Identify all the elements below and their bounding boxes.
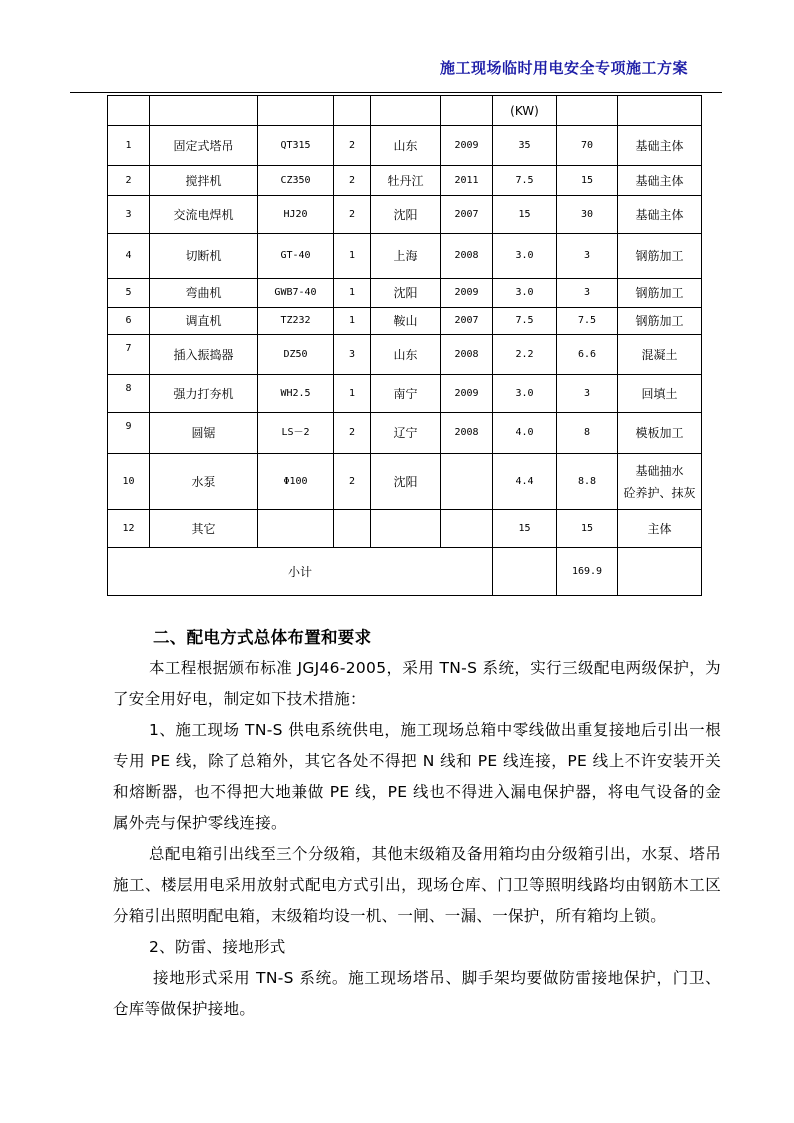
rated-power: 15 [493, 196, 557, 234]
equipment-name: 弯曲机 [150, 279, 258, 308]
manufacture-year: 2008 [441, 234, 493, 279]
equipment-name: 交流电焊机 [150, 196, 258, 234]
total-power: 8 [557, 413, 618, 454]
equipment-model: CZ350 [258, 166, 334, 196]
row-number: 1 [108, 126, 150, 166]
table-row [108, 126, 702, 166]
equipment-quantity: 1 [334, 308, 371, 335]
equipment-use: 主体 [618, 510, 702, 548]
paragraph-2: 1、施工现场 TN-S 供电系统供电，施工现场总箱中零线做出重复接地后引出一根专用 PE 线，除了总箱外，其它各处不得把 N 线和 PE 线连接，PE 线上不许安装开关和熔断器，也不得把大地兼做 PE 线，PE 线也不得进入漏电保护器，将电气设备的金属外壳与保护零线连接。 [113, 721, 721, 832]
manufacture-year: 2007 [441, 196, 493, 234]
equipment-name: 其它 [150, 510, 258, 548]
equipment-name: 固定式塔吊 [150, 126, 258, 166]
equipment-use-line1: 基础抽水 [635, 463, 684, 478]
equipment-origin: 辽宁 [371, 413, 441, 454]
rated-power: 7.5 [493, 308, 557, 335]
equipment-quantity: 2 [334, 196, 371, 234]
paragraph-1: 本工程根据颁布标准 JGJ46-2005，采用 TN-S 系统，实行三级配电两级保护，为了安全用好电，制定如下技术措施： [113, 659, 721, 708]
equipment-use [618, 454, 702, 510]
subtotal-row [108, 548, 702, 596]
equipment-name: 切断机 [150, 234, 258, 279]
equipment-origin: 牡丹江 [371, 166, 441, 196]
empty-cell [493, 548, 557, 596]
section-title: 二、配电方式总体布置和要求 [153, 628, 372, 647]
equipment-origin: 沈阳 [371, 279, 441, 308]
total-power: 30 [557, 196, 618, 234]
rated-power: 3.0 [493, 375, 557, 413]
equipment-quantity: 2 [334, 166, 371, 196]
equipment-origin: 山东 [371, 335, 441, 375]
document-header-title: 施工现场临时用电安全专项施工方案 [440, 59, 689, 77]
equipment-model: TZ232 [258, 308, 334, 335]
rated-power: 7.5 [493, 166, 557, 196]
equipment-name: 搅拌机 [150, 166, 258, 196]
equipment-quantity: 1 [334, 234, 371, 279]
manufacture-year: 2008 [441, 413, 493, 454]
subtotal-label: 小计 [108, 548, 493, 596]
row-number: 7 [108, 335, 150, 375]
equipment-origin: 鞍山 [371, 308, 441, 335]
row-number: 2 [108, 166, 150, 196]
equipment-use: 钢筋加工 [618, 279, 702, 308]
table-header-row [108, 96, 702, 126]
equipment-table [107, 95, 702, 596]
equipment-name: 插入振捣器 [150, 335, 258, 375]
rated-power: 3.0 [493, 279, 557, 308]
row-number: 5 [108, 279, 150, 308]
row-number: 10 [108, 454, 150, 510]
equipment-use: 基础主体 [618, 126, 702, 166]
body-text [113, 622, 721, 1025]
row-number: 6 [108, 308, 150, 335]
total-power: 3 [557, 234, 618, 279]
equipment-quantity [334, 510, 371, 548]
equipment-use: 回填土 [618, 375, 702, 413]
row-number: 8 [108, 375, 150, 413]
equipment-quantity: 2 [334, 413, 371, 454]
equipment-quantity: 2 [334, 454, 371, 510]
equipment-model: WH2.5 [258, 375, 334, 413]
paragraph-4: 2、防雷、接地形式 [149, 938, 286, 956]
row-number: 9 [108, 413, 150, 454]
equipment-model: GWB7-40 [258, 279, 334, 308]
rated-power: 15 [493, 510, 557, 548]
row-number: 4 [108, 234, 150, 279]
total-power: 3 [557, 279, 618, 308]
subtotal-value: 169.9 [557, 548, 618, 596]
table-row [108, 166, 702, 196]
rated-power: 2.2 [493, 335, 557, 375]
equipment-quantity: 1 [334, 375, 371, 413]
table-row [108, 375, 702, 413]
manufacture-year: 2008 [441, 335, 493, 375]
manufacture-year: 2007 [441, 308, 493, 335]
paragraph-3: 总配电箱引出线至三个分级箱，其他末级箱及备用箱均由分级箱引出，水泵、塔吊施工、楼层用电采用放射式配电方式引出，现场仓库、门卫等照明线路均由钢筋木工区分箱引出照明配电箱，末级箱均设一机、一闸、一漏、一保护，所有箱均上锁。 [113, 845, 721, 925]
total-power: 3 [557, 375, 618, 413]
equipment-model: Φ100 [258, 454, 334, 510]
manufacture-year: 2009 [441, 279, 493, 308]
manufacture-year [441, 510, 493, 548]
equipment-name: 圆锯 [150, 413, 258, 454]
table-row [108, 234, 702, 279]
total-power: 70 [557, 126, 618, 166]
manufacture-year: 2009 [441, 126, 493, 166]
row-number: 3 [108, 196, 150, 234]
rated-power: 4.0 [493, 413, 557, 454]
equipment-use-line2: 砼养护、抹灰 [623, 485, 696, 500]
total-power: 7.5 [557, 308, 618, 335]
table-row [108, 335, 702, 375]
row-number: 12 [108, 510, 150, 548]
table-row [108, 454, 702, 510]
rated-power: 3.0 [493, 234, 557, 279]
equipment-use: 模板加工 [618, 413, 702, 454]
equipment-use: 钢筋加工 [618, 308, 702, 335]
equipment-quantity: 3 [334, 335, 371, 375]
rated-power: 35 [493, 126, 557, 166]
power-unit-label: (KW) [493, 96, 557, 126]
equipment-origin: 上海 [371, 234, 441, 279]
equipment-origin [371, 510, 441, 548]
table-row [108, 196, 702, 234]
equipment-origin: 山东 [371, 126, 441, 166]
equipment-name: 强力打夯机 [150, 375, 258, 413]
table-row [108, 308, 702, 335]
equipment-use: 钢筋加工 [618, 234, 702, 279]
equipment-origin: 沈阳 [371, 196, 441, 234]
total-power: 15 [557, 510, 618, 548]
manufacture-year: 2011 [441, 166, 493, 196]
equipment-model: DZ50 [258, 335, 334, 375]
total-power: 8.8 [557, 454, 618, 510]
equipment-model [258, 510, 334, 548]
equipment-quantity: 2 [334, 126, 371, 166]
manufacture-year [441, 454, 493, 510]
table-row [108, 510, 702, 548]
total-power: 15 [557, 166, 618, 196]
rated-power: 4.4 [493, 454, 557, 510]
equipment-model: GT-40 [258, 234, 334, 279]
equipment-quantity: 1 [334, 279, 371, 308]
equipment-origin: 沈阳 [371, 454, 441, 510]
table-row [108, 279, 702, 308]
equipment-name: 调直机 [150, 308, 258, 335]
empty-cell [618, 548, 702, 596]
equipment-origin: 南宁 [371, 375, 441, 413]
total-power: 6.6 [557, 335, 618, 375]
manufacture-year: 2009 [441, 375, 493, 413]
equipment-model: HJ20 [258, 196, 334, 234]
equipment-model: QT315 [258, 126, 334, 166]
equipment-model: LS－2 [258, 413, 334, 454]
table-row [108, 413, 702, 454]
header-divider [70, 92, 722, 93]
equipment-use: 基础主体 [618, 196, 702, 234]
equipment-use: 基础主体 [618, 166, 702, 196]
equipment-name: 水泵 [150, 454, 258, 510]
paragraph-5: 接地形式采用 TN-S 系统。施工现场塔吊、脚手架均要做防雷接地保护，门卫、仓库等做保护接地。 [113, 969, 721, 1018]
equipment-use: 混凝土 [618, 335, 702, 375]
